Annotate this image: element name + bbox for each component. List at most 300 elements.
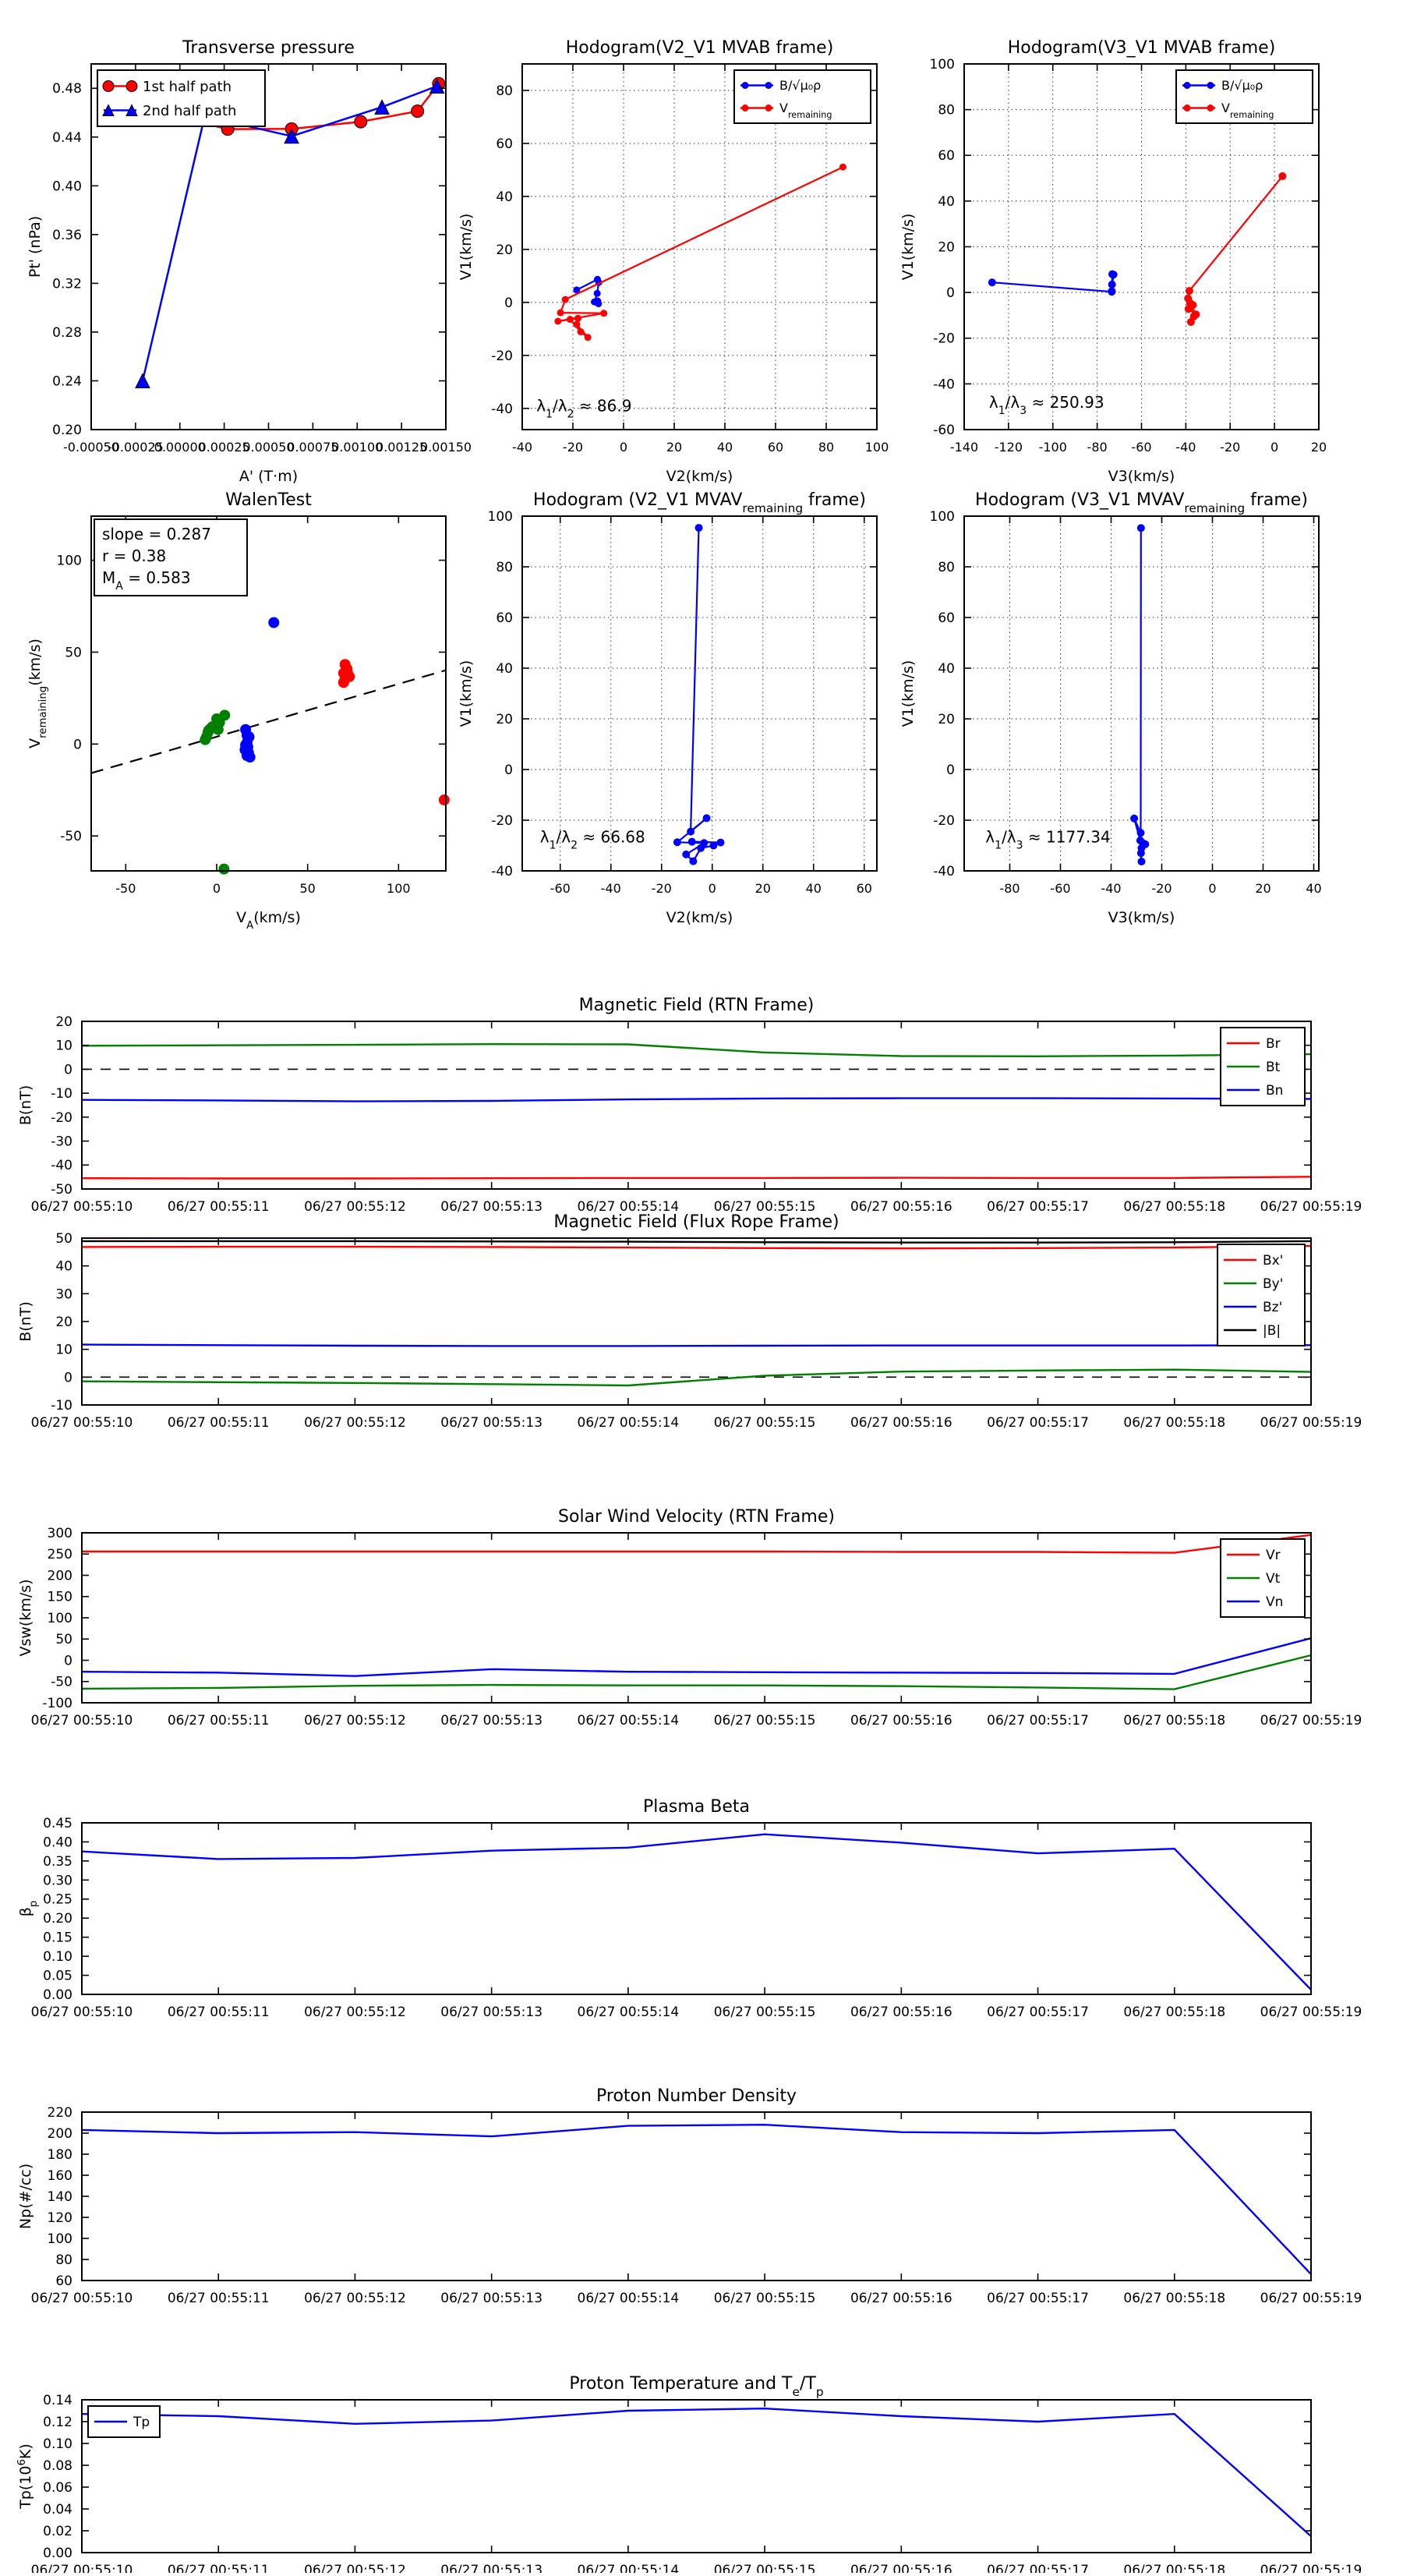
legend-label: Vr (1266, 1547, 1281, 1563)
legend-label: Vt (1266, 1570, 1281, 1587)
y-tick-label: 20 (938, 239, 955, 256)
x-tick-label: 20 (666, 440, 683, 455)
x-tick-label: 06/27 00:55:14 (577, 2563, 680, 2573)
y-tick-label: 60 (55, 2273, 72, 2289)
legend-label: Bx' (1263, 1252, 1284, 1269)
series-point-1 (578, 328, 585, 335)
y-tick-label: 0.04 (43, 2501, 72, 2518)
x-tick-label: 06/27 00:55:14 (577, 1713, 680, 1729)
legend-label: Br (1266, 1035, 1281, 1052)
x-tick-label: 06/27 00:55:10 (30, 2005, 133, 2020)
series-line-0 (82, 1835, 1311, 1990)
legend-label: Bn (1266, 1082, 1284, 1099)
legend-marker (103, 81, 114, 92)
y-tick-label: 20 (496, 711, 513, 727)
x-tick-label: 20 (1255, 881, 1271, 896)
legend-label: 2nd half path (143, 102, 237, 119)
x-tick-label: 0.00075 (287, 440, 339, 455)
y-axis-label: $V_{remaining}(km/s)$ (27, 639, 49, 748)
series-point-0 (688, 838, 696, 846)
y-tick-label: 0.40 (52, 179, 82, 195)
legend-label: |B| (1263, 1322, 1281, 1339)
y-tick-label: 300 (47, 1525, 72, 1541)
fit-dashed-line (91, 671, 446, 773)
x-tick-label: 0 (1270, 440, 1279, 455)
y-tick-label: -100 (42, 1695, 72, 1711)
series-point-0 (695, 524, 703, 532)
series-point-0 (988, 278, 996, 286)
legend (734, 70, 871, 123)
x-tick-label: -0.00050 (63, 440, 119, 455)
legend (1221, 1539, 1305, 1617)
series-line-0 (82, 2408, 1311, 2536)
legend (1176, 70, 1313, 123)
series-line-2 (82, 1099, 1311, 1102)
y-tick-label: 30 (55, 1286, 72, 1303)
x-tick-label: 40 (716, 440, 733, 455)
series-point-1 (567, 316, 574, 323)
x-tick-label: 06/27 00:55:14 (577, 2005, 680, 2020)
stats-line: r = 0.38 (102, 547, 167, 565)
y-tick-label: 40 (938, 660, 955, 677)
y-axis-label: V1(km/s) (458, 660, 475, 727)
x-tick-label: -40 (1175, 440, 1196, 455)
series-point-2 (439, 794, 450, 805)
x-tick-label: -60 (1131, 440, 1152, 455)
legend (97, 70, 265, 126)
x-tick-label: -20 (562, 440, 584, 455)
y-tick-label: 0.14 (43, 2392, 72, 2408)
x-tick-label: 60 (856, 881, 872, 896)
y-tick-label: 0.24 (52, 373, 82, 390)
axes-frame (82, 1021, 1311, 1189)
plot-proton-density (17, 2086, 1362, 2306)
plot-b-rtn (17, 996, 1362, 1215)
series-point-0 (687, 828, 694, 836)
y-tick-label: -40 (491, 863, 513, 879)
legend-label: B/√μ₀ρ (1221, 78, 1263, 94)
x-tick-label: 06/27 00:55:13 (440, 1415, 543, 1431)
y-tick-label: 10 (55, 1342, 72, 1358)
y-tick-label: -40 (933, 377, 955, 393)
series-point-0 (703, 814, 711, 822)
y-tick-label: -20 (491, 348, 513, 364)
y-tick-label: 0 (946, 762, 955, 778)
x-tick-label: 06/27 00:55:19 (1260, 1199, 1362, 1215)
x-tick-label: 06/27 00:55:15 (713, 2291, 816, 2306)
x-tick-label: 06/27 00:55:16 (850, 2291, 952, 2306)
legend-label: $V_{remaining}$ (1221, 101, 1274, 120)
x-tick-label: 06/27 00:55:10 (30, 1713, 133, 1729)
series-point-0 (709, 842, 717, 850)
y-tick-label: -40 (491, 401, 513, 417)
x-tick-label: 06/27 00:55:12 (304, 2291, 406, 2306)
y-tick-label: 100 (929, 56, 955, 73)
x-tick-label: 06/27 00:55:18 (1123, 2563, 1226, 2573)
x-tick-label: 100 (864, 440, 889, 455)
y-tick-label: 100 (56, 553, 82, 569)
y-tick-label: -50 (60, 829, 82, 845)
x-tick-label: 0 (708, 881, 716, 896)
y-axis-label: V1(km/s) (899, 660, 917, 727)
series-point-1 (245, 752, 256, 763)
lambda-annotation: $\lambda_1/\lambda_2 \approx 86.9$ (536, 396, 632, 421)
series-point-0 (1138, 858, 1146, 865)
legend-marker (742, 104, 749, 111)
y-tick-label: 20 (55, 1314, 72, 1330)
plot-title-transverse-pressure: Transverse pressure (182, 38, 355, 58)
series-point-0 (673, 838, 681, 846)
x-tick-label: -40 (1101, 881, 1122, 896)
y-tick-label: 0.20 (52, 422, 82, 438)
x-tick-label: 06/27 00:55:13 (440, 1713, 543, 1729)
x-tick-label: -0.00025 (107, 440, 164, 455)
series-point-0 (412, 105, 424, 118)
x-tick-label: 0 (212, 881, 221, 896)
x-tick-label: 06/27 00:55:12 (304, 1415, 406, 1431)
series-point-1 (839, 164, 846, 171)
x-tick-label: 06/27 00:55:11 (167, 1713, 270, 1729)
series-line-1 (82, 1370, 1311, 1385)
y-tick-label: 0.00 (43, 2545, 72, 2561)
y-tick-label: 0.35 (43, 1853, 72, 1870)
x-tick-label: -50 (115, 881, 136, 896)
x-tick-label: 0.00050 (242, 440, 295, 455)
series-point-1 (554, 317, 561, 324)
plot-proton-temp (16, 2374, 1362, 2573)
series-point-1 (268, 617, 279, 628)
x-tick-label: 06/27 00:55:13 (440, 1199, 543, 1215)
x-tick-label: -80 (999, 881, 1020, 896)
x-axis-label: V2(km/s) (666, 468, 733, 485)
x-tick-label: 0.00025 (198, 440, 250, 455)
series-point-0 (1139, 839, 1147, 847)
x-tick-label: -40 (511, 440, 533, 455)
x-tick-label: 06/27 00:55:16 (850, 1713, 952, 1729)
y-tick-label: 20 (496, 242, 513, 258)
y-tick-label: 0.15 (43, 1930, 72, 1946)
x-tick-label: 06/27 00:55:19 (1260, 2563, 1362, 2573)
x-tick-label: 06/27 00:55:11 (167, 2563, 270, 2573)
y-tick-label: 0.28 (52, 324, 82, 341)
x-tick-label: 80 (818, 440, 835, 455)
x-tick-label: 06/27 00:55:15 (713, 1199, 816, 1215)
legend (1217, 1244, 1305, 1346)
y-tick-label: 100 (929, 508, 955, 525)
plot-hodogram-v3-mvav (899, 490, 1322, 926)
x-tick-label: 06/27 00:55:14 (577, 1415, 680, 1431)
x-tick-label: 06/27 00:55:18 (1123, 1713, 1226, 1729)
y-axis-label: V1(km/s) (458, 213, 475, 281)
x-tick-label: 06/27 00:55:16 (850, 2005, 952, 2020)
y-tick-label: 200 (47, 1568, 72, 1584)
series-line-1 (1188, 176, 1282, 322)
y-tick-label: 0.12 (43, 2414, 72, 2430)
legend-label: By' (1263, 1276, 1284, 1292)
x-tick-label: -140 (949, 440, 979, 455)
y-tick-label: -20 (51, 1109, 72, 1126)
x-tick-label: -20 (651, 881, 672, 896)
y-axis-label: B(nT) (17, 1085, 34, 1126)
plot-transverse-pressure (27, 38, 472, 485)
series-line-0 (82, 1246, 1311, 1248)
plot-title-hodogram-v2-mvav: Hodogram (V2_V1 $MVAV_{remaining}$ frame) (533, 490, 866, 515)
y-tick-label: 80 (496, 559, 513, 575)
stats-line: $M_A = 0.583$ (102, 568, 191, 593)
x-tick-label: 60 (767, 440, 784, 455)
series-point-0 (1110, 271, 1118, 278)
series-point-1 (1186, 287, 1193, 295)
x-tick-label: -80 (1087, 440, 1108, 455)
x-tick-label: 06/27 00:55:18 (1123, 1199, 1226, 1215)
x-tick-label: 06/27 00:55:19 (1260, 1713, 1362, 1729)
x-tick-label: 40 (1306, 881, 1322, 896)
y-tick-label: 80 (938, 102, 955, 119)
y-tick-label: 0.44 (52, 129, 82, 146)
y-tick-label: 0.32 (52, 276, 82, 292)
series-point-0 (716, 839, 724, 847)
x-tick-label: -40 (600, 881, 621, 896)
y-tick-label: 250 (47, 1547, 72, 1563)
y-tick-label: 40 (496, 660, 513, 677)
x-tick-label: 20 (755, 881, 771, 896)
series-point-0 (682, 851, 690, 858)
x-tick-label: 06/27 00:55:10 (30, 2563, 133, 2573)
y-tick-label: 100 (487, 508, 513, 525)
y-tick-label: 0.10 (43, 2436, 72, 2452)
x-tick-label: 06/27 00:55:19 (1260, 2005, 1362, 2020)
y-tick-label: 50 (55, 1632, 72, 1648)
legend-label: Tp (133, 2414, 150, 2430)
x-tick-label: 06/27 00:55:17 (987, 2563, 1089, 2573)
y-tick-label: 0.45 (43, 1815, 72, 1831)
legend-label: B/√μ₀ρ (779, 78, 822, 94)
x-tick-label: 06/27 00:55:13 (440, 2005, 543, 2020)
y-tick-label: -50 (51, 1674, 72, 1690)
y-axis-label: Np(#/cc) (17, 2163, 34, 2230)
series-point-1 (600, 310, 607, 317)
y-tick-label: 0.02 (43, 2523, 72, 2539)
x-tick-label: 06/27 00:55:16 (850, 2563, 952, 2573)
y-tick-label: 60 (496, 136, 513, 152)
plot-b-fluxrope (17, 1212, 1362, 1431)
x-tick-label: 06/27 00:55:17 (987, 1199, 1089, 1215)
x-tick-label: 06/27 00:55:15 (713, 1713, 816, 1729)
x-tick-label: 06/27 00:55:12 (304, 1199, 406, 1215)
series-line-1 (82, 1044, 1311, 1056)
y-axis-label: Pt' (nPa) (27, 215, 44, 278)
y-tick-label: 120 (47, 2210, 72, 2226)
x-tick-label: 06/27 00:55:15 (713, 2005, 816, 2020)
series-point-0 (689, 858, 697, 865)
x-tick-label: 06/27 00:55:11 (167, 1415, 270, 1431)
plot-vsw-rtn (17, 1507, 1362, 1729)
x-tick-label: 0 (1208, 881, 1217, 896)
plot-title-proton-density: Proton Number Density (596, 2086, 797, 2106)
series-point-0 (594, 290, 601, 297)
x-tick-label: 06/27 00:55:10 (30, 2291, 133, 2306)
y-tick-label: 40 (55, 1258, 72, 1275)
series-point-1 (136, 373, 150, 387)
x-tick-label: 06/27 00:55:17 (987, 1713, 1089, 1729)
plot-title-walen-test: WalenTest (225, 490, 312, 510)
series-point-0 (1108, 281, 1116, 288)
y-axis-label: $\beta_p$ (17, 1900, 40, 1917)
x-tick-label: -60 (550, 881, 571, 896)
x-axis-label: V2(km/s) (666, 909, 733, 926)
x-tick-label: -20 (1151, 881, 1172, 896)
lambda-annotation: $\lambda_1/\lambda_2 \approx 66.68$ (539, 827, 645, 852)
legend-marker (765, 104, 772, 111)
y-tick-label: -10 (51, 1397, 72, 1414)
x-tick-label: 06/27 00:55:11 (167, 2005, 270, 2020)
x-tick-label: 06/27 00:55:15 (713, 2563, 816, 2573)
x-tick-label: -60 (1050, 881, 1071, 896)
x-tick-label: 06/27 00:55:18 (1123, 1415, 1226, 1431)
x-axis-label: A' (T·m) (239, 468, 299, 485)
legend-marker (1207, 82, 1214, 89)
y-tick-label: 60 (938, 148, 955, 165)
series-point-2 (338, 677, 349, 688)
y-tick-label: 0.20 (43, 1911, 72, 1927)
legend-label: Bt (1266, 1059, 1281, 1075)
series-point-1 (557, 310, 564, 317)
legend-label: Bz' (1263, 1299, 1283, 1315)
y-tick-label: 0.40 (43, 1835, 72, 1851)
y-tick-label: -20 (933, 812, 955, 829)
y-tick-label: 20 (938, 711, 955, 727)
x-tick-label: 06/27 00:55:19 (1260, 2291, 1362, 2306)
series-point-0 (1137, 829, 1145, 837)
y-tick-label: 0 (73, 737, 82, 753)
series-line-0 (82, 2125, 1311, 2274)
series-line-0 (82, 1535, 1311, 1553)
x-tick-label: 06/27 00:55:11 (167, 2291, 270, 2306)
x-tick-label: 0 (619, 440, 628, 455)
x-tick-label: 06/27 00:55:18 (1123, 2005, 1226, 2020)
y-tick-label: 80 (496, 83, 513, 99)
legend (88, 2406, 160, 2437)
y-tick-label: 150 (47, 1589, 72, 1605)
y-tick-label: 10 (55, 1038, 72, 1054)
legend-marker (765, 82, 772, 89)
y-tick-label: -20 (933, 331, 955, 347)
x-tick-label: 06/27 00:55:12 (304, 2563, 406, 2573)
y-tick-label: 60 (496, 610, 513, 626)
x-tick-label: 40 (805, 881, 822, 896)
y-axis-label: B(nT) (17, 1301, 34, 1342)
legend-marker (1184, 104, 1191, 111)
x-tick-label: -100 (1038, 440, 1067, 455)
y-tick-label: 0 (504, 762, 513, 778)
y-tick-label: 180 (47, 2146, 72, 2163)
y-tick-label: 0 (64, 1370, 72, 1386)
plot-title-vsw-rtn: Solar Wind Velocity (RTN Frame) (558, 1507, 835, 1527)
x-tick-label: 06/27 00:55:19 (1260, 1415, 1362, 1431)
y-tick-label: 140 (47, 2189, 72, 2205)
x-tick-label: 06/27 00:55:16 (850, 1415, 952, 1431)
series-point-1 (562, 296, 569, 303)
x-tick-label: 0.00125 (376, 440, 428, 455)
series-point-1 (585, 334, 592, 341)
series-point-2 (341, 666, 352, 677)
x-tick-label: 06/27 00:55:13 (440, 2563, 543, 2573)
lambda-annotation: $\lambda_1/\lambda_3 \approx 1177.34$ (985, 827, 1111, 852)
x-tick-label: 0.00150 (419, 440, 472, 455)
y-tick-label: 0 (504, 295, 513, 311)
x-tick-label: -20 (1220, 440, 1241, 455)
x-tick-label: 0.00000 (154, 440, 206, 455)
series-point-1 (1187, 318, 1195, 326)
y-tick-label: 0.36 (52, 227, 82, 243)
y-tick-label: -10 (51, 1086, 72, 1102)
legend-label: Vn (1266, 1594, 1284, 1610)
series-point-0 (595, 300, 602, 307)
y-tick-label: -20 (491, 812, 513, 829)
x-axis-label: V3(km/s) (1108, 909, 1175, 926)
x-tick-label: 06/27 00:55:15 (713, 1415, 816, 1431)
axes-frame (82, 1533, 1311, 1703)
y-tick-label: -40 (933, 863, 955, 879)
series-point-0 (355, 115, 367, 128)
x-tick-label: 06/27 00:55:14 (577, 1199, 680, 1215)
x-tick-label: 06/27 00:55:10 (30, 1199, 133, 1215)
series-point-0 (211, 713, 222, 724)
plot-title-hodogram-v2-mvab: Hodogram(V2_V1 MVAB frame) (565, 38, 834, 58)
plot-hodogram-v3-mvab (899, 38, 1327, 485)
plot-hodogram-v2-mvav (458, 490, 877, 926)
y-tick-label: 100 (47, 2231, 72, 2247)
plot-plasma-beta (17, 1797, 1362, 2020)
series-point-0 (1137, 849, 1145, 857)
plot-title-hodogram-v3-mvab: Hodogram(V3_V1 MVAB frame) (1007, 38, 1276, 58)
x-tick-label: 06/27 00:55:18 (1123, 2291, 1226, 2306)
y-tick-label: 50 (65, 645, 82, 661)
plot-hodogram-v2-mvab (458, 38, 889, 485)
y-tick-label: 0.05 (43, 1968, 72, 1984)
plot-walen-test (27, 490, 450, 932)
series-point-0 (697, 844, 705, 852)
x-tick-label: 06/27 00:55:17 (987, 2291, 1089, 2306)
y-tick-label: 0.10 (43, 1949, 72, 1966)
plot-title-b-rtn: Magnetic Field (RTN Frame) (578, 996, 815, 1015)
plot-title-proton-temp: Proton Temperature and $T_e/T_p$ (569, 2374, 824, 2399)
y-tick-label: 160 (47, 2167, 72, 2184)
series-point-1 (573, 321, 580, 328)
axes-frame (82, 1823, 1311, 1994)
lambda-annotation: $\lambda_1/\lambda_3 \approx 250.93$ (988, 392, 1104, 417)
series-point-1 (375, 100, 389, 114)
x-tick-label: 06/27 00:55:16 (850, 1199, 952, 1215)
y-tick-label: 220 (47, 2104, 72, 2121)
plot-title-hodogram-v3-mvav: Hodogram (V3_V1 $MVAV_{remaining}$ frame) (975, 490, 1308, 515)
series-point-1 (1278, 172, 1286, 180)
series-line-0 (1134, 528, 1145, 862)
series-point-0 (1137, 524, 1145, 532)
series-line-0 (82, 1177, 1311, 1178)
legend-marker (742, 82, 749, 89)
x-tick-label: 06/27 00:55:17 (987, 1415, 1089, 1431)
axes-frame (522, 516, 877, 871)
y-tick-label: 40 (496, 189, 513, 205)
legend (1221, 1028, 1305, 1106)
series-line-0 (677, 528, 721, 862)
x-tick-label: 06/27 00:55:17 (987, 2005, 1089, 2020)
x-tick-label: 06/27 00:55:14 (577, 2291, 680, 2306)
x-tick-label: 50 (299, 881, 316, 896)
stats-line: slope = 0.287 (102, 525, 211, 543)
y-tick-label: 0 (64, 1062, 72, 1078)
